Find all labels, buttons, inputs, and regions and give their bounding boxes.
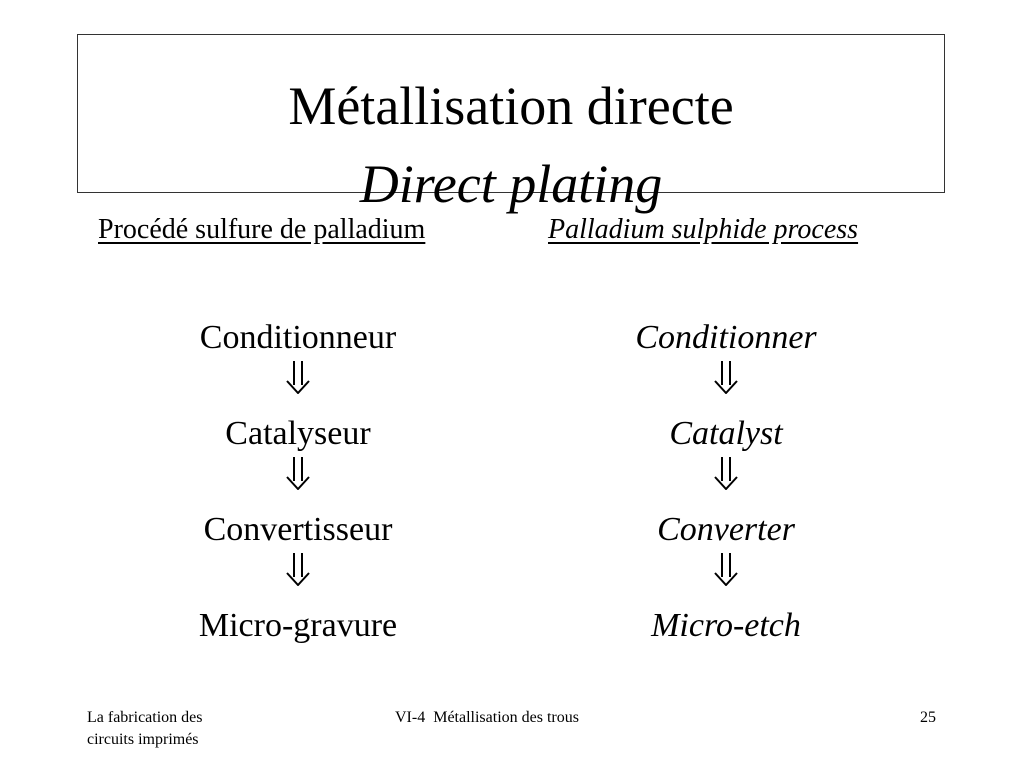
- double-down-arrow-icon: [98, 454, 498, 510]
- slide-subtitle: Direct plating: [359, 154, 663, 214]
- double-down-arrow-icon: [526, 550, 926, 606]
- process-steps-english: [526, 318, 926, 646]
- step-label: Catalyst: [669, 415, 783, 452]
- page-number: 25: [920, 709, 936, 726]
- double-down-arrow-icon: [98, 550, 498, 606]
- process-steps-french: [98, 318, 498, 646]
- step-label: Catalyseur: [225, 415, 371, 452]
- step-label: Converter: [657, 511, 795, 548]
- double-down-arrow-icon: [98, 358, 498, 414]
- column-header-english: Palladium sulphide process: [548, 214, 859, 245]
- step-label: Micro-etch: [651, 607, 801, 644]
- step-label: Conditionneur: [199, 319, 397, 356]
- slide-title: Métallisation directe: [288, 76, 734, 136]
- double-down-arrow-icon: [526, 454, 926, 510]
- step-label: Convertisseur: [203, 511, 393, 548]
- double-down-arrow-icon: [526, 358, 926, 414]
- footer-course-title: [87, 707, 287, 751]
- step-label: Conditionner: [635, 319, 817, 356]
- column-header-french: Procédé sulfure de palladium: [98, 214, 426, 245]
- footer-course-line1: La fabrication des: [87, 709, 203, 726]
- footer-chapter: VI-4 Métallisation des trous: [395, 709, 579, 726]
- title-box: [77, 34, 945, 214]
- footer-course-line2: circuits imprimés: [87, 731, 199, 748]
- step-label: Micro-gravure: [198, 607, 398, 644]
